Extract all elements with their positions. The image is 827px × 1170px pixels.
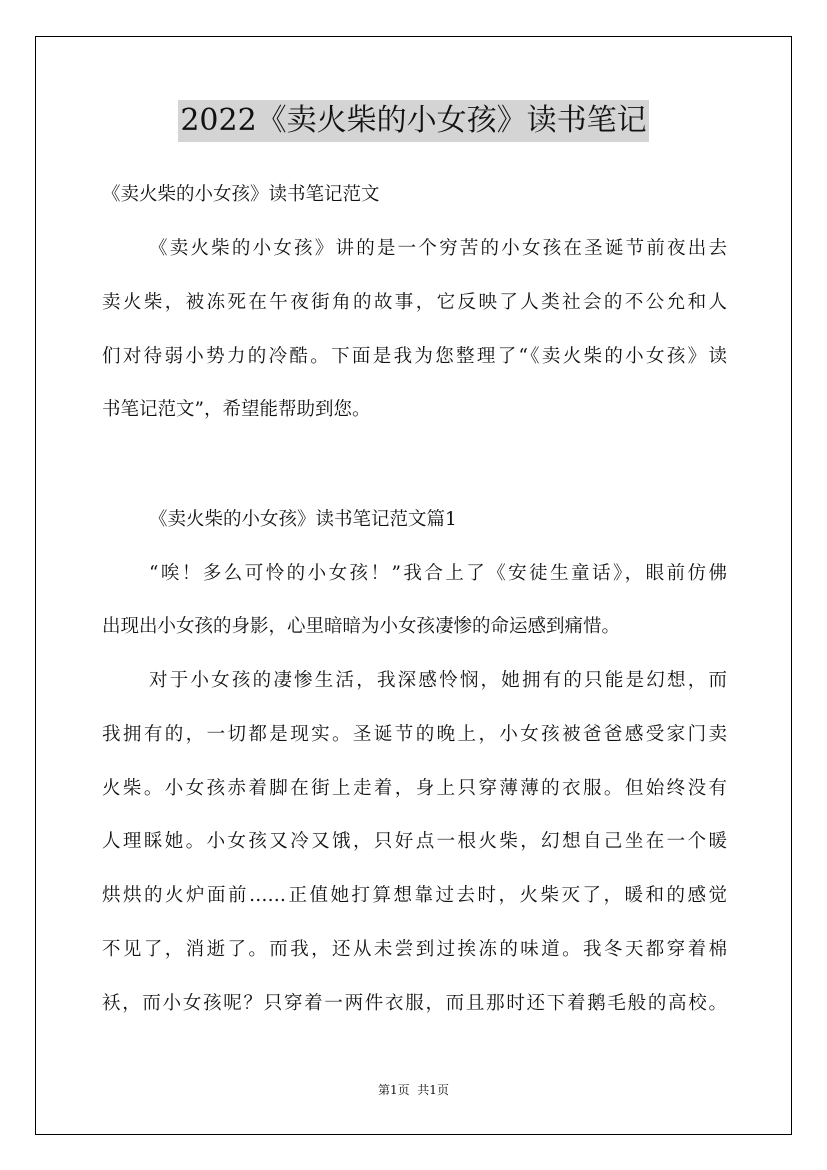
paragraph-line: 出现出小女孩的身影，心里暗暗为小女孩凄惨的命运感到痛惜。: [102, 616, 621, 637]
page-number: 第1页 共1页: [378, 1083, 449, 1097]
paragraph-line: 不见了，消逝了。而我，还从未尝到过挨冻的味道。我冬天都穿着棉: [102, 939, 727, 960]
intro-line: 们对待弱小势力的冷酷。下面是我为您整理了“《卖火柴的小女孩》读: [102, 346, 727, 367]
paragraph-line: 我拥有的，一切都是现实。圣诞节的晚上，小女孩被爸爸感受家门卖: [102, 724, 727, 745]
paragraph-line: 烘烘的火炉面前……正值她打算想靠过去时，火柴灭了，暖和的感觉: [102, 885, 727, 906]
intro-line: 卖火柴，被冻死在午夜街角的故事，它反映了人类社会的不公允和人: [102, 292, 727, 313]
document-title: 2022《卖火柴的小女孩》读书笔记: [178, 100, 648, 142]
paragraph-line: 火柴。小女孩赤着脚在街上走着，身上只穿薄薄的衣服。但始终没有: [102, 778, 727, 799]
document-subtitle: 《卖火柴的小女孩》读书笔记范文: [102, 184, 380, 205]
paragraph-line: 对于小女孩的凄惨生活，我深感怜悯，她拥有的只能是幻想，而: [149, 670, 727, 691]
paragraph-line: “唉！多么可怜的小女孩！”我合上了《安徒生童话》，眼前仿佛: [149, 563, 727, 584]
section-heading: 《卖火柴的小女孩》读书笔记范文篇1: [149, 509, 457, 530]
paragraph-line: 袄，而小女孩呢？只穿着一两件衣服，而且那时还下着鹅毛般的高校。: [102, 993, 727, 1014]
intro-line: 书笔记范文”，希望能帮助到您。: [102, 399, 371, 420]
title-container: [0, 100, 827, 142]
page-footer: [0, 1082, 827, 1098]
intro-line: 《卖火柴的小女孩》讲的是一个穷苦的小女孩在圣诞节前夜出去: [149, 238, 727, 259]
paragraph-line: 人理睬她。小女孩又冷又饿，只好点一根火柴，幻想自己坐在一个暖: [102, 831, 727, 852]
